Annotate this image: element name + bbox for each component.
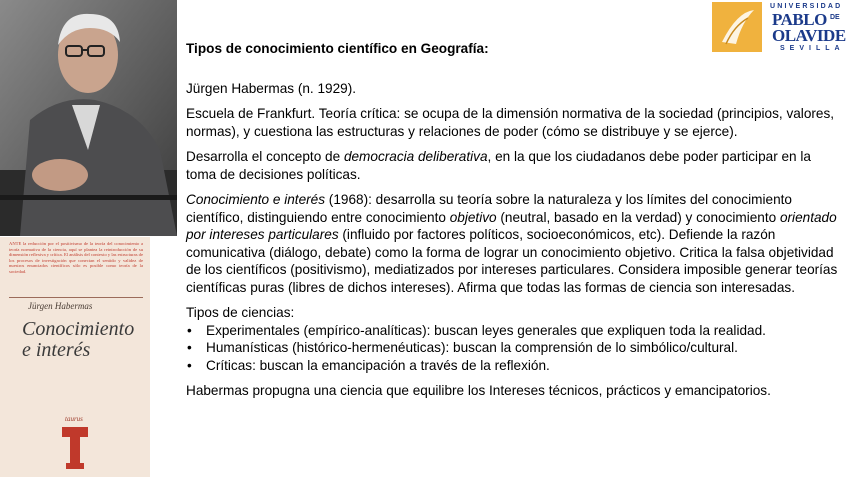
paragraph-frankfurt: Escuela de Frankfurt. Teoría crítica: se ocupa de la dimensión normativa de la sociedad (principios, valores, normas), y cuestiona las estructuras y relaciones de poder (cómo se distribuye y se ejerce). [186,106,835,139]
book-author: Jürgen Habermas [28,301,93,311]
list-item: • Críticas: buscan la emancipación a través de la reflexión. [186,357,838,375]
slide-heading: Tipos de conocimiento científico en Geografía: [186,41,489,56]
book-cover [0,237,150,477]
list-item: • Humanísticas (histórico-hermenéuticas): buscan la comprensión de lo simbólico/cultural. [186,339,838,357]
list-item: • Experimentales (empírico-analíticas): buscan leyes generales que expliquen toda la realidad. [186,322,838,340]
book-blurb: ANTE la reducción por el positivismo de la teoría del conocimiento a teoría normativa de la ciencia, aquí se plantea la reintroducción de su dimensión reflexiva y crítica. El análisis del contexto y las estructuras de los procesos de investigación que conectan el sentido y validez de nuestros enunciados científicos sólo es posible como teoría de la sociedad. [9,241,143,274]
habermas-portrait-photo [0,0,177,236]
paragraph-democracy [186,148,838,183]
kinds-list [186,322,838,375]
emphasis-term: orientado por intereses particulares [186,209,837,242]
book-publisher: taurus [65,415,83,423]
text-run: (1968): desarrolla su teoría sobre la naturaleza y los límites del conocimiento científico, distinguiendo entre conocimiento [186,192,792,225]
text-run: , en la que los ciudadanos debe poder participar en la toma de decisiones políticas. [186,149,811,182]
logo-university-text: UNIVERSIDAD [770,3,843,10]
closing-line: Habermas propugna una ciencia que equilibre los Intereses técnicos, prácticos y emancipatorios. [186,383,771,398]
emphasis-term: objetivo [449,209,497,225]
paragraph-knowledge-interest [186,191,838,296]
logo-de-text: DE [830,14,840,21]
book-title: Conocimiento e interés [22,318,135,361]
text-run: (neutral, basado en la verdad) y conocimiento [496,209,780,225]
kinds-title: Tipos de ciencias: [186,305,295,320]
logo-olavide-text: OLAVIDE [772,26,846,45]
taurus-logo-icon [60,427,90,471]
book-divider [9,297,143,298]
logo-sevilla-text: SEVILLA [780,45,845,52]
slide-content [186,40,838,408]
emphasis-term: democracia deliberativa [343,149,488,164]
text-run: (influido por factores políticos, socioeconómicos, etc). Defiende la razón comunicativa (diálogo, debate) como la forma de lograr un conocimiento objetivo. Critica la falsa objetividad de los científicos (positivismo), mediatizados por intereses particulares. Considera imposible generar teorías científicas puras (libres de dichos intereses). Afirma que todas las formas de ciencia son interesadas. [186,227,838,295]
logo-pablo-text: PABLO [772,10,827,29]
text-run: Desarrolla el concepto de [186,149,344,164]
emphasis-book-title: Conocimiento e interés [186,192,326,207]
intro-line: Jürgen Habermas (n. 1929). [186,80,357,96]
